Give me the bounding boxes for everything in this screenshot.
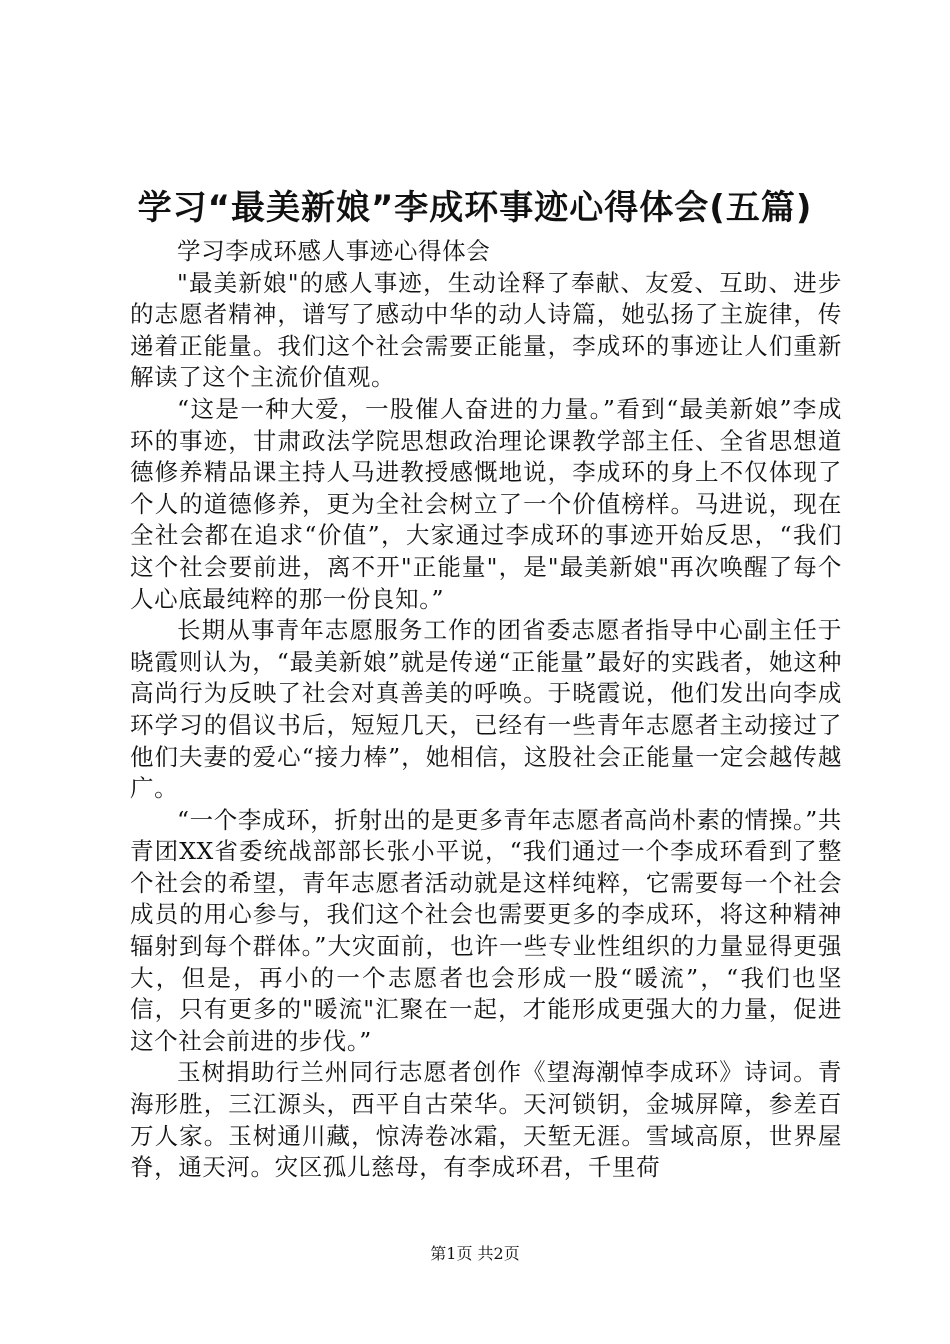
paragraph-4: “一个李成环，折射出的是更多青年志愿者高尚朴素的情操。”共青团XX省委统战部部长张小平说，“我们通过一个李成环看到了整个社会的希望，青年志愿者活动就是这样纯粹，它需要每一个社会成员的用心参与，我们这个社会也需要更多的李成环，将这种精神辐射到每个群体。”大灾面前，也许一些专业性组织的力量显得更强大，但是，再小的一个志愿者也会形成一股“暖流”，“我们也坚信，只有更多的"暖流"汇聚在一起，才能形成更强大的力量，促进这个社会前进的步伐。” [130,805,842,1055]
document-subtitle: 学习李成环感人事迹心得体会 [177,237,491,265]
paragraph-2: “这是一种大爱，一股催人奋进的力量。”看到“最美新娘”李成环的事迹，甘肃政法学院思想政治理论课教学部主任、全省思想道德修养精品课主持人马进教授感慨地说，李成环的身上不仅体现了个人的道德修养，更为全社会树立了一个价值榜样。马进说，现在全社会都在追求“价值”，大家通过李成环的事迹开始反思，“我们这个社会要前进，离不开"正能量"，是"最美新娘"再次唤醒了每个人心底最纯粹的那一份良知。” [130,394,842,613]
document-title: 学习“最美新娘”李成环事迹心得体会(五篇) [137,188,813,228]
page-footer: 第1页 共2页 [430,1244,520,1263]
paragraph-5: 玉树捐助行兰州同行志愿者创作《望海潮悼李成环》诗词。青海形胜，三江源头，西平自古荣华。天河锁钥，金城屏障，参差百万人家。玉树通川藏，惊涛卷冰霜，天堑无涯。雪域高原，世界屋脊，通天河。灾区孤儿慈母，有李成环君，千里荷 [130,1058,842,1182]
paragraph-3: 长期从事青年志愿服务工作的团省委志愿者指导中心副主任于晓霞则认为，“最美新娘”就是传递“正能量”最好的实践者，她这种高尚行为反映了社会对真善美的呼唤。于晓霞说，他们发出向李成环学习的倡议书后，短短几天，已经有一些青年志愿者主动接过了他们夫妻的爱心“接力棒”，她相信，这股社会正能量一定会越传越广。 [130,616,842,803]
paragraph-1: "最美新娘"的感人事迹，生动诠释了奉献、友爱、互助、进步的志愿者精神，谱写了感动中华的动人诗篇，她弘扬了主旋律，传递着正能量。我们这个社会需要正能量，李成环的事迹让人们重新解读了这个主流价值观。 [130,268,842,392]
document-body [130,236,842,1184]
